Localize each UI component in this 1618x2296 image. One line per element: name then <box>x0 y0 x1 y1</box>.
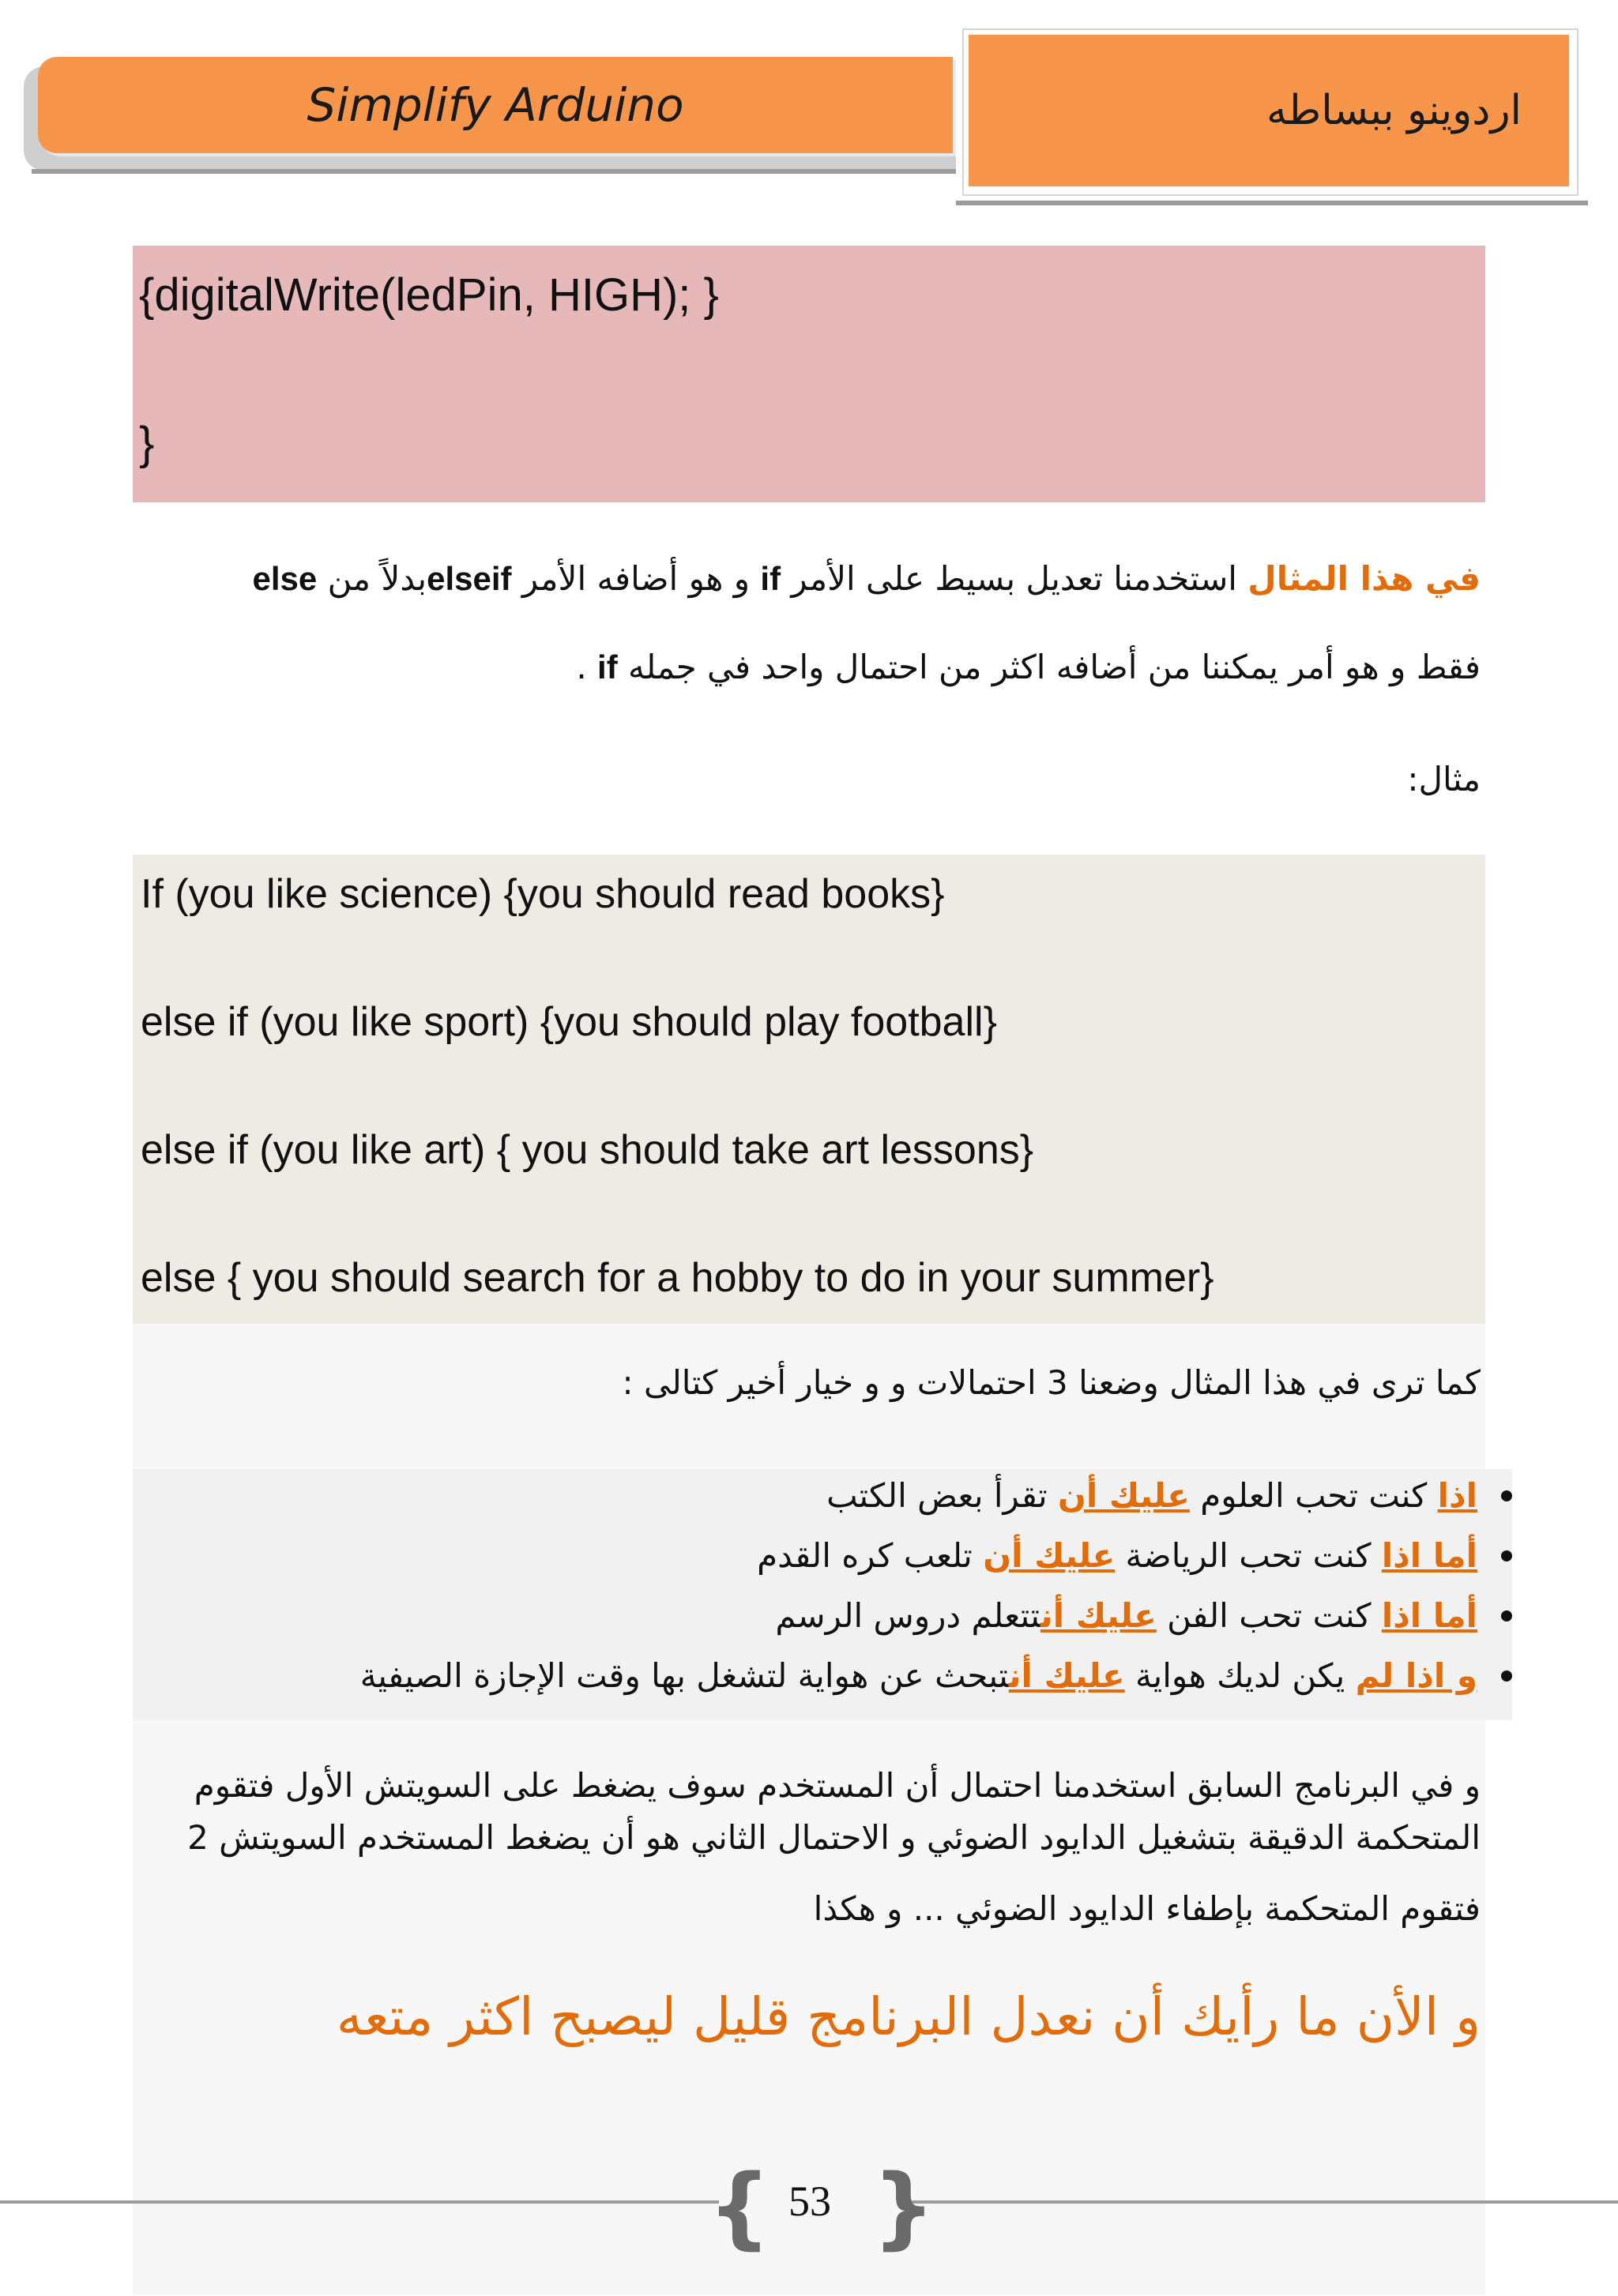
text-run: تقرأ بعض الكتب <box>826 1476 1058 1515</box>
text-run: و هو أضافه الأمر <box>511 559 761 598</box>
left-brace-icon: { <box>708 2156 771 2259</box>
keyword: else <box>252 560 318 597</box>
keyword: elseif <box>427 560 512 597</box>
text-run: كنت تحب العلوم <box>1189 1476 1438 1515</box>
code-block-2 <box>133 855 1485 1324</box>
right-brace-icon: } <box>872 2156 935 2259</box>
header-right-title: اردوينو ببساطه <box>1266 87 1522 134</box>
paragraph-1-line-1 <box>252 559 1481 598</box>
bullet-icon <box>1501 1550 1512 1561</box>
text-run: استخدمنا تعديل بسيط على الأمر <box>781 559 1248 598</box>
text-run: . <box>576 648 598 686</box>
code-line: else if (you like art) { you should take art lessons} <box>141 1127 1034 1173</box>
highlight-phrase: عليك أن <box>1008 1656 1125 1695</box>
highlight-phrase: أما اذا <box>1381 1536 1477 1575</box>
text-run: تلعب كره القدم <box>757 1536 984 1575</box>
keyword: if <box>597 648 618 686</box>
text-run: تبحث عن هواية لتشغل بها وقت الإجازة الصيفية <box>359 1656 1009 1695</box>
paragraph-3-line-1: و في البرنامج السابق استخدمنا احتمال أن المستخدم سوف يضغط على السويتش الأول فتقوم <box>194 1766 1481 1805</box>
code-line: else if (you like sport) {you should play football} <box>141 999 997 1045</box>
list-item <box>133 1654 1512 1714</box>
bullet-icon <box>1501 1610 1512 1621</box>
page-number: 53 <box>788 2178 831 2225</box>
bullet-list <box>133 1469 1512 1720</box>
highlight-phrase: أما اذا <box>1381 1596 1477 1635</box>
list-item <box>133 1594 1512 1654</box>
list-item <box>133 1474 1512 1534</box>
text-run: بدلاً من <box>317 559 427 598</box>
highlight-phrase: عليك أن <box>983 1536 1116 1575</box>
header-left-rule <box>32 169 956 174</box>
highlight-phrase: عليك أن <box>1040 1596 1157 1635</box>
footer-rule-left <box>0 2200 719 2204</box>
code-line: else { you should search for a hobby to do in your summer} <box>141 1255 1214 1301</box>
paragraph-3-line-3: فتقوم المتحكمة بإطفاء الدايود الضوئي ... و هكذا <box>813 1889 1481 1928</box>
header-left-title: Simplify Arduino <box>307 78 684 132</box>
text-run: تتعلم دروس الرسم <box>775 1596 1040 1635</box>
highlight-phrase: في هذا المثال <box>1247 559 1481 598</box>
header-right-rule <box>956 201 1588 205</box>
bullet-icon <box>1501 1670 1512 1682</box>
highlight-phrase: و اذا لم <box>1355 1656 1477 1695</box>
text-run: يكن لديك هواية <box>1124 1656 1356 1695</box>
highlight-phrase: اذا <box>1437 1476 1477 1515</box>
text-run: كنت تحب الرياضة <box>1115 1536 1382 1575</box>
paragraph-3-line-2: المتحكمة الدقيقة بتشغيل الدايود الضوئي و الاحتمال الثاني هو أن يضغط المستخدم السويتش 2 <box>187 1818 1481 1857</box>
list-item <box>133 1534 1512 1594</box>
keyword: if <box>760 560 781 597</box>
bullet-icon <box>1501 1490 1512 1501</box>
highlight-phrase: عليك أن <box>1057 1476 1190 1515</box>
code-line: If (you like science) {you should read books} <box>141 871 945 917</box>
paragraph-2: كما ترى في هذا المثال وضعنا 3 احتمالات و و خيار أخير كتالى : <box>622 1363 1481 1402</box>
paragraph-1-line-2 <box>576 648 1481 686</box>
closing-heading: و الأن ما رأيك أن نعدل البرنامج قليل ليصبح اكثر متعه <box>336 1986 1481 2047</box>
text-run: كنت تحب الفن <box>1156 1596 1382 1635</box>
footer-rule-right <box>901 2200 1618 2204</box>
text-run: فقط و هو أمر يمكننا من أضافه اكثر من احتمال واحد في جمله <box>617 648 1481 686</box>
example-label: مثال: <box>1407 760 1481 799</box>
code-line: } <box>139 418 155 469</box>
code-line: {digitalWrite(ledPin, HIGH); } <box>139 269 719 321</box>
